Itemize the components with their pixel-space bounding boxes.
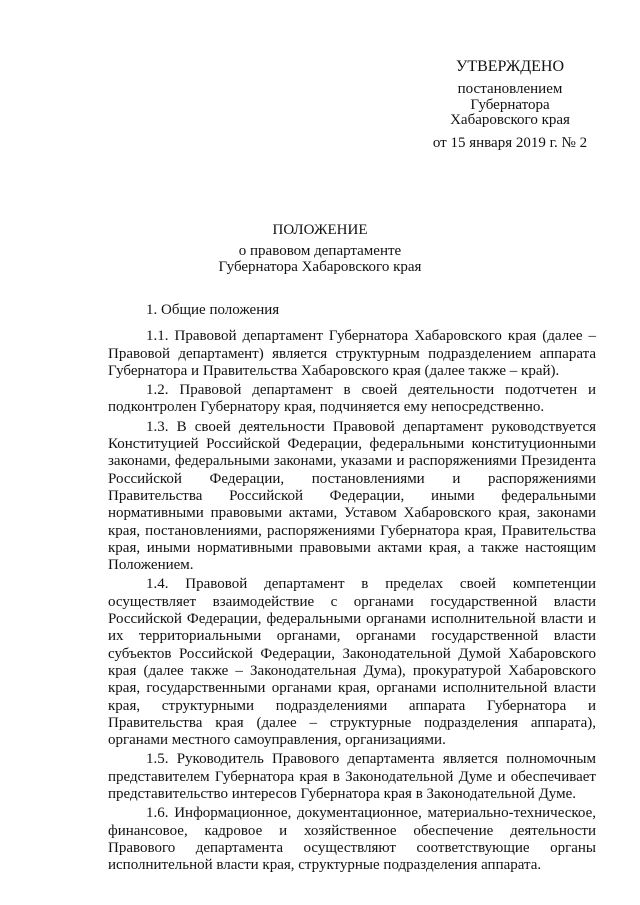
approval-stamp: УТВЕРЖДЕНО [455,58,564,75]
approval-line-2: Губернатора [470,96,550,113]
paragraph-1-4: 1.4. Правовой департамент в пределах своей компетенции осуществляет взаимодействие с органами государственной власти Российской Федерации, федеральными органами исполнительной власти и их территориальными органами, органами государственной власти субъектов Российской Федерации, Законодательной Думой Хабаровского края (далее также – Законодательная Дума), прокуратурой Хабаровского края, государственными органами края, органами исполнительной власти края, структурными подразделениями аппарата Губернатора и Правительства края (далее – структурные подразделения аппарата), органами местного самоуправления, организациями. [108,576,596,749]
document-subtitle-1: о правовом департаменте [238,243,402,259]
section-heading: 1. Общие положения [146,302,280,318]
document-subtitle-2: Губернатора Хабаровского края [218,258,422,275]
paragraph-1-2: 1.2. Правовой департамент в своей деятельности подотчетен и подконтролен Губернатору края, подчиняется ему непосредственно. [108,382,596,416]
approval-date: от 15 января 2019 г. № 2 [432,134,588,151]
approval-block [420,58,600,151]
document-body [108,302,596,877]
document-title-block [0,222,640,275]
paragraph-1-1: 1.1. Правовой департамент Губернатора Хабаровского края (далее – Правовой департамент) является структурным подразделением аппарата Губернатора и Правительства Хабаровского края (далее также – край). [108,328,596,379]
paragraph-1-5: 1.5. Руководитель Правового департамента является полномочным представителем Губернатора края в Законодательной Думе и обеспечивает представительство интересов Губернатора края в Законодательной Думе. [108,751,596,803]
paragraph-1-6: 1.6. Информационное, документационное, материально-техническое, финансовое, кадровое и хозяйственное обеспечение деятельности Правового департамента осуществляют соответствующие органы исполнительной власти края, структурные подразделения аппарата. [108,805,596,874]
approval-line-1: постановлением [457,81,563,97]
paragraph-1-3: 1.3. В своей деятельности Правовой департамент руководствуется Конституцией Российской Федерации, федеральными конституционными законами, федеральными законами, указами и распоряжениями Президента Российской Федерации, постановлениями и распоряжениями Правительства Российской Федерации, иными федеральными нормативными правовыми актами, Уставом Хабаровского края, законами края, постановлениями, распоряжениями Губернатора края, Правительства края, иными нормативными правовыми актами края, а также настоящим Положением. [108,418,596,574]
document-title: ПОЛОЖЕНИЕ [272,222,368,238]
approval-line-3: Хабаровского края [450,112,570,128]
